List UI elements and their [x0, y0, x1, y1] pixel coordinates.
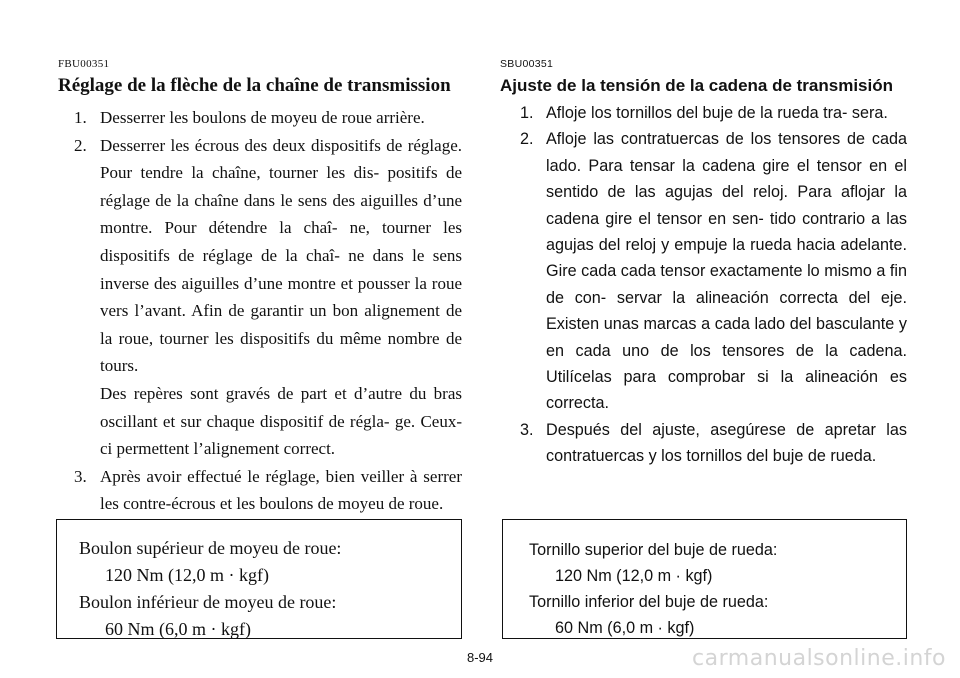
- section-heading: Ajuste de la tensión de la cadena de transmisión: [500, 76, 894, 95]
- section-code: FBU00351: [58, 58, 110, 70]
- step-text: Afloje las contratuercas de los tensores de cada lado. Para tensar la cadena gire el tensor en el sentido de las agujas del reloj. Para aflojar la cadena gire el tensor en sen- tido contrario a las agujas del reloj y empuje la rueda hacia adelante. Gire cada cada tensor exactamente lo mismo a fin de con- servar la alineación correcta del eje. Existen unas marcas a cada lado del basculante y en cada uno de los tensores de la cadena. Utilícelas para comprobar si la alineación es correcta.: [546, 130, 907, 413]
- spec-lower-value: 60 Nm (6,0 m · kgf): [555, 619, 695, 637]
- step-text: Después del ajuste, asegúrese de apretar las contratuercas y los tornillos del buje de rueda.: [546, 420, 907, 466]
- step-item: [500, 100, 907, 126]
- page-number: 8-94: [466, 650, 494, 665]
- step-text: Des repères sont gravés de part et d’autre du bras oscillant et sur chaque dispositif de régla- ge. Ceux-ci permettent l’alignement correct.: [100, 383, 462, 459]
- step-number: 1.: [520, 104, 534, 122]
- step-item: [500, 126, 907, 416]
- step-item: [500, 417, 907, 470]
- spec-lower-label: Tornillo inferior del buje de rueda:: [529, 593, 769, 611]
- spec-upper-label: Tornillo superior del buje de rueda:: [529, 541, 778, 559]
- step-list: [500, 100, 907, 470]
- watermark: carmanualsonline.info: [692, 646, 946, 671]
- step-text: Après avoir effectué le réglage, bien veiller à serrer les contre-écrous et les boulons de moyeu de roue.: [100, 466, 462, 514]
- step-number: 3.: [74, 466, 87, 486]
- spec-lower-label: Boulon inférieur de moyeu de roue:: [79, 592, 337, 612]
- step-text: Desserrer les écrous des deux dispositifs de réglage. Pour tendre la chaîne, tourner les dis- positifs de réglage de la chaîne dans le sens des aiguilles d’une montre. Pour détendre la chaî- ne, tourner les dispositifs de réglage de la chaî- ne dans le sens inverse des aiguilles d’une montre et pousser la roue vers l’avant. Afin de garantir un bon alignement de la roue, tourner les dispositifs du même nombre de tours.: [100, 135, 462, 376]
- torque-spec-box: [56, 519, 462, 639]
- section-code: SBU00351: [500, 58, 554, 70]
- step-item: [58, 104, 462, 132]
- step-item: [58, 132, 462, 463]
- step-number: 3.: [520, 420, 534, 439]
- step-number: 2.: [74, 135, 87, 155]
- spec-lower-value: 60 Nm (6,0 m · kgf): [105, 619, 251, 639]
- step-text: Desserrer les boulons de moyeu de roue arrière.: [100, 108, 425, 127]
- section-heading: Réglage de la flèche de la chaîne de transmission: [58, 75, 451, 96]
- step-item: [58, 463, 462, 518]
- spec-upper-label: Boulon supérieur de moyeu de roue:: [79, 538, 342, 558]
- spec-upper-value: 120 Nm (12,0 m · kgf): [105, 565, 269, 585]
- step-number: 2.: [520, 130, 534, 149]
- step-list: [58, 104, 462, 518]
- step-number: 1.: [74, 108, 87, 127]
- torque-spec-box: [502, 519, 907, 639]
- spec-upper-value: 120 Nm (12,0 m · kgf): [555, 567, 713, 585]
- step-text: Afloje los tornillos del buje de la rueda tra- sera.: [546, 104, 888, 122]
